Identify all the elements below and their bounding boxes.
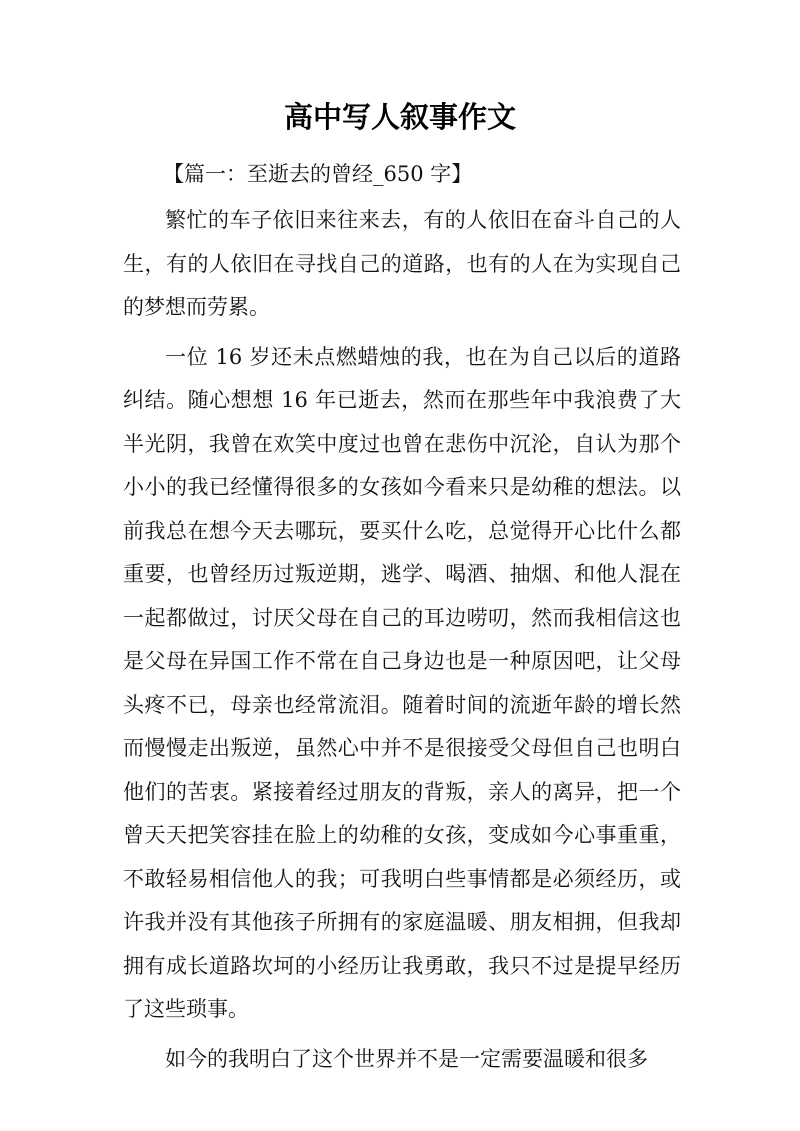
section-subheading: 【篇一：至逝去的曾经_650 字】 bbox=[163, 162, 473, 186]
document-body bbox=[123, 155, 681, 1087]
document-title: 高中写人叙事作文 bbox=[283, 100, 516, 134]
paragraph: 如今的我明白了这个世界并不是一定需要温暖和很多 bbox=[165, 1046, 648, 1071]
paragraph: 一位 16 岁还未点燃蜡烛的我，也在为自己以后的道路纠结。随心想想 16 年已逝去，然而在那些年中我浪费了大半光阴，我曾在欢笑中度过也曾在悲伤中沉沦，自认为那个小小的我已经懂得很多的女孩如今看来只是幼稚的想法。以前我总在想今天去哪玩，要买什么吃，总觉得开心比什么都重要，也曾经历过叛逆期，逃学、喝酒、抽烟、和他人混在一起都做过，讨厌父母在自己的耳边唠叨，然而我相信这也是父母在异国工作不常在自己身边也是一种原因吧，让父母头疼不已，母亲也经常流泪。随着时间的流逝年龄的增长然而慢慢走出叛逆，虽然心中并不是很接受父母但自己也明白他们的苦衷。紧接着经过朋友的背叛，亲人的离异，把一个曾天天把笑容挂在脸上的幼稚的女孩，变成如今心事重重，不敢轻易相信他人的我；可我明白些事情都是必须经历，或许我并没有其他孩子所拥有的家庭温暖、朋友相拥，但我却拥有成长道路坎坷的小经历让我勇敢，我只不过是提早经历了这些琐事。 bbox=[123, 344, 681, 1021]
paragraph: 繁忙的车子依旧来往来去，有的人依旧在奋斗自己的人生，有的人依旧在寻找自己的道路，也有的人在为实现自己的梦想而劳累。 bbox=[123, 208, 681, 319]
